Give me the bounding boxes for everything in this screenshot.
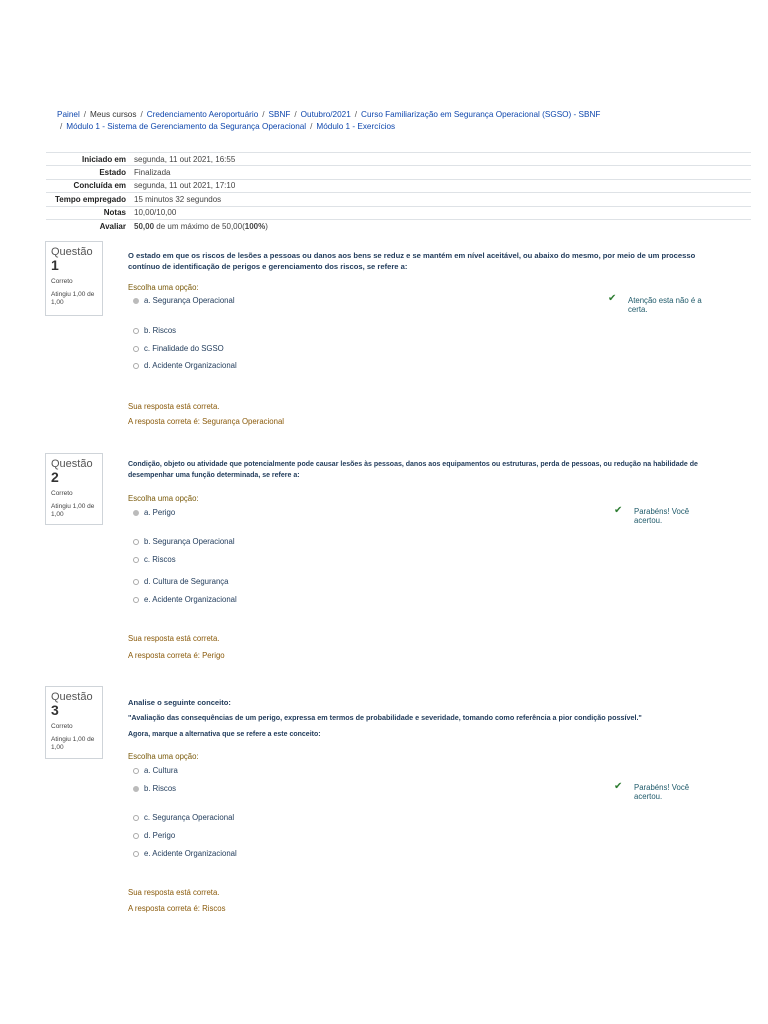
radio[interactable] bbox=[133, 557, 139, 563]
option-label: a. Perigo bbox=[144, 508, 176, 517]
question-info-3 bbox=[45, 686, 103, 759]
breadcrumb-meus-cursos: Meus cursos bbox=[90, 110, 137, 119]
question-text: Condição, objeto ou atividade que potencialmente pode causar lesões às pessoas, danos aos equipamentos ou estruturas, perda de pessoas, ou redução na habilidade de desempenhar uma função determinada, se refere a: bbox=[128, 461, 698, 479]
grade-mid: de um máximo de 50,00( bbox=[154, 221, 245, 231]
summary-grade-value bbox=[134, 219, 751, 232]
breadcrumb-separator: / bbox=[310, 122, 313, 131]
question-label: Questão bbox=[51, 691, 93, 703]
option-label: b. Riscos bbox=[144, 326, 177, 335]
question-text: O estado em que os riscos de lesões a pessoas ou danos aos bens se reduz e se mantém em nível aceitável, ou abaixo do mesmo, por meio de um processo contínuo de identificação de perigos e gerenciamento dos riscos, se refere a: bbox=[128, 251, 696, 271]
radio-checked[interactable] bbox=[133, 786, 139, 792]
option-label: d. Acidente Organizacional bbox=[144, 361, 237, 370]
summary-key: Avaliar bbox=[46, 219, 134, 232]
summary-key: Tempo empregado bbox=[46, 193, 134, 206]
option-b[interactable] bbox=[133, 784, 176, 793]
radio[interactable] bbox=[133, 768, 139, 774]
choose-option-prompt: Escolha uma opção: bbox=[128, 752, 199, 761]
question-grade: Atingiu 1,00 de 1,00 bbox=[51, 291, 95, 306]
breadcrumb-separator: / bbox=[262, 110, 265, 119]
summary-row bbox=[46, 193, 751, 206]
radio[interactable] bbox=[133, 815, 139, 821]
correct-answer-text: A resposta correta é: Perigo bbox=[128, 651, 225, 660]
breadcrumb-separator: / bbox=[140, 110, 143, 119]
question-number: 2 bbox=[51, 469, 59, 485]
radio[interactable] bbox=[133, 579, 139, 585]
choose-option-prompt: Escolha uma opção: bbox=[128, 494, 199, 503]
breadcrumb-link-credenciamento[interactable]: Credenciamento Aeroportuário bbox=[146, 110, 259, 119]
question-grade: Atingiu 1,00 de 1,00 bbox=[51, 503, 95, 518]
option-a[interactable] bbox=[133, 296, 235, 305]
question-number: 1 bbox=[51, 257, 59, 273]
option-label: e. Acidente Organizacional bbox=[144, 595, 237, 604]
breadcrumb-link-painel[interactable]: Painel bbox=[57, 110, 80, 119]
question-label: Questão bbox=[51, 246, 93, 258]
option-feedback: Parabéns! Você acertou. bbox=[634, 507, 690, 525]
option-label: c. Finalidade do SGSO bbox=[144, 344, 224, 353]
result-text: Sua resposta está correta. bbox=[128, 888, 220, 897]
summary-row bbox=[46, 206, 751, 219]
summary-value: 15 minutos 32 segundos bbox=[134, 193, 751, 206]
option-b[interactable] bbox=[133, 537, 235, 546]
option-c[interactable] bbox=[133, 813, 234, 822]
breadcrumb-link-exercicios[interactable]: Módulo 1 - Exercícios bbox=[316, 122, 396, 131]
option-d[interactable] bbox=[133, 831, 175, 840]
summary-value: 10,00/10,00 bbox=[134, 206, 751, 219]
option-label: d. Perigo bbox=[144, 831, 176, 840]
option-a[interactable] bbox=[133, 766, 178, 775]
check-icon: ✔ bbox=[614, 781, 623, 792]
summary-key: Iniciado em bbox=[46, 153, 134, 166]
check-icon: ✔ bbox=[614, 505, 623, 516]
radio-checked[interactable] bbox=[133, 510, 139, 516]
breadcrumb-separator: / bbox=[83, 110, 87, 119]
choose-option-prompt: Escolha uma opção: bbox=[128, 283, 199, 292]
correct-answer-text: A resposta correta é: Segurança Operacional bbox=[128, 417, 285, 426]
correct-answer-text: A resposta correta é: Riscos bbox=[128, 904, 226, 913]
option-e[interactable] bbox=[133, 595, 237, 604]
option-e[interactable] bbox=[133, 849, 237, 858]
result-text: Sua resposta está correta. bbox=[128, 634, 220, 643]
breadcrumb-separator: / bbox=[60, 122, 63, 131]
summary-row bbox=[46, 153, 751, 166]
question-state: Correto bbox=[51, 723, 73, 730]
grade-percent: 100% bbox=[244, 221, 266, 231]
breadcrumb-link-modulo[interactable]: Módulo 1 - Sistema de Gerenciamento da Segurança Operacional bbox=[66, 122, 307, 131]
summary-key: Notas bbox=[46, 206, 134, 219]
option-label: d. Cultura de Segurança bbox=[144, 577, 229, 586]
option-label: e. Acidente Organizacional bbox=[144, 849, 237, 858]
option-label: a. Cultura bbox=[144, 766, 178, 775]
radio[interactable] bbox=[133, 346, 139, 352]
option-d[interactable] bbox=[133, 577, 229, 586]
option-label: c. Riscos bbox=[144, 555, 176, 564]
radio[interactable] bbox=[133, 597, 139, 603]
breadcrumb-link-outubro[interactable]: Outubro/2021 bbox=[300, 110, 351, 119]
grade-score: 50,00 bbox=[134, 221, 155, 231]
question-info-2 bbox=[45, 453, 103, 525]
option-a[interactable] bbox=[133, 508, 175, 517]
breadcrumb-link-sbnf[interactable]: SBNF bbox=[268, 110, 291, 119]
breadcrumb bbox=[57, 109, 737, 133]
option-b[interactable] bbox=[133, 326, 176, 335]
option-label: c. Segurança Operacional bbox=[144, 813, 235, 822]
option-label: b. Segurança Operacional bbox=[144, 537, 235, 546]
option-d[interactable] bbox=[133, 361, 237, 370]
question-text-line: "Avaliação das consequências de um perigo, expressa em termos de probabilidade e severidade, tomando como referência a pior condição possível." bbox=[128, 713, 642, 722]
question-label: Questão bbox=[51, 458, 93, 470]
radio[interactable] bbox=[133, 328, 139, 334]
radio[interactable] bbox=[133, 833, 139, 839]
summary-key: Concluída em bbox=[46, 179, 134, 192]
option-c[interactable] bbox=[133, 344, 224, 353]
summary-row bbox=[46, 219, 751, 232]
breadcrumb-link-curso[interactable]: Curso Familiarização em Segurança Operacional (SGSO) - SBNF bbox=[361, 110, 601, 119]
summary-row bbox=[46, 166, 751, 179]
summary-value: segunda, 11 out 2021, 16:55 bbox=[134, 153, 751, 166]
question-state: Correto bbox=[51, 490, 73, 497]
option-label: a. Segurança Operacional bbox=[144, 296, 235, 305]
result-text: Sua resposta está correta. bbox=[128, 402, 220, 411]
question-state: Correto bbox=[51, 278, 73, 285]
radio[interactable] bbox=[133, 851, 139, 857]
radio-checked[interactable] bbox=[133, 298, 139, 304]
grade-end: ) bbox=[265, 221, 268, 231]
question-text-line: Agora, marque a alternativa que se refere a este conceito: bbox=[128, 731, 321, 738]
option-feedback: Atenção esta não é a certa. bbox=[628, 296, 702, 314]
option-c[interactable] bbox=[133, 555, 176, 564]
radio[interactable] bbox=[133, 363, 139, 369]
attempt-summary-table bbox=[46, 152, 751, 232]
radio[interactable] bbox=[133, 539, 139, 545]
question-grade: Atingiu 1,00 de 1,00 bbox=[51, 736, 95, 751]
question-text-line: Analise o seguinte conceito: bbox=[128, 698, 231, 707]
summary-key: Estado bbox=[46, 166, 134, 179]
breadcrumb-separator: / bbox=[354, 110, 358, 119]
summary-row bbox=[46, 179, 751, 192]
breadcrumb-separator: / bbox=[294, 110, 297, 119]
summary-value: Finalizada bbox=[134, 166, 751, 179]
option-feedback: Parabéns! Você acertou. bbox=[634, 783, 690, 801]
summary-value: segunda, 11 out 2021, 17:10 bbox=[134, 179, 751, 192]
option-label: b. Riscos bbox=[144, 784, 177, 793]
question-number: 3 bbox=[51, 702, 59, 718]
question-info-1 bbox=[45, 241, 103, 316]
check-icon: ✔ bbox=[608, 293, 617, 304]
